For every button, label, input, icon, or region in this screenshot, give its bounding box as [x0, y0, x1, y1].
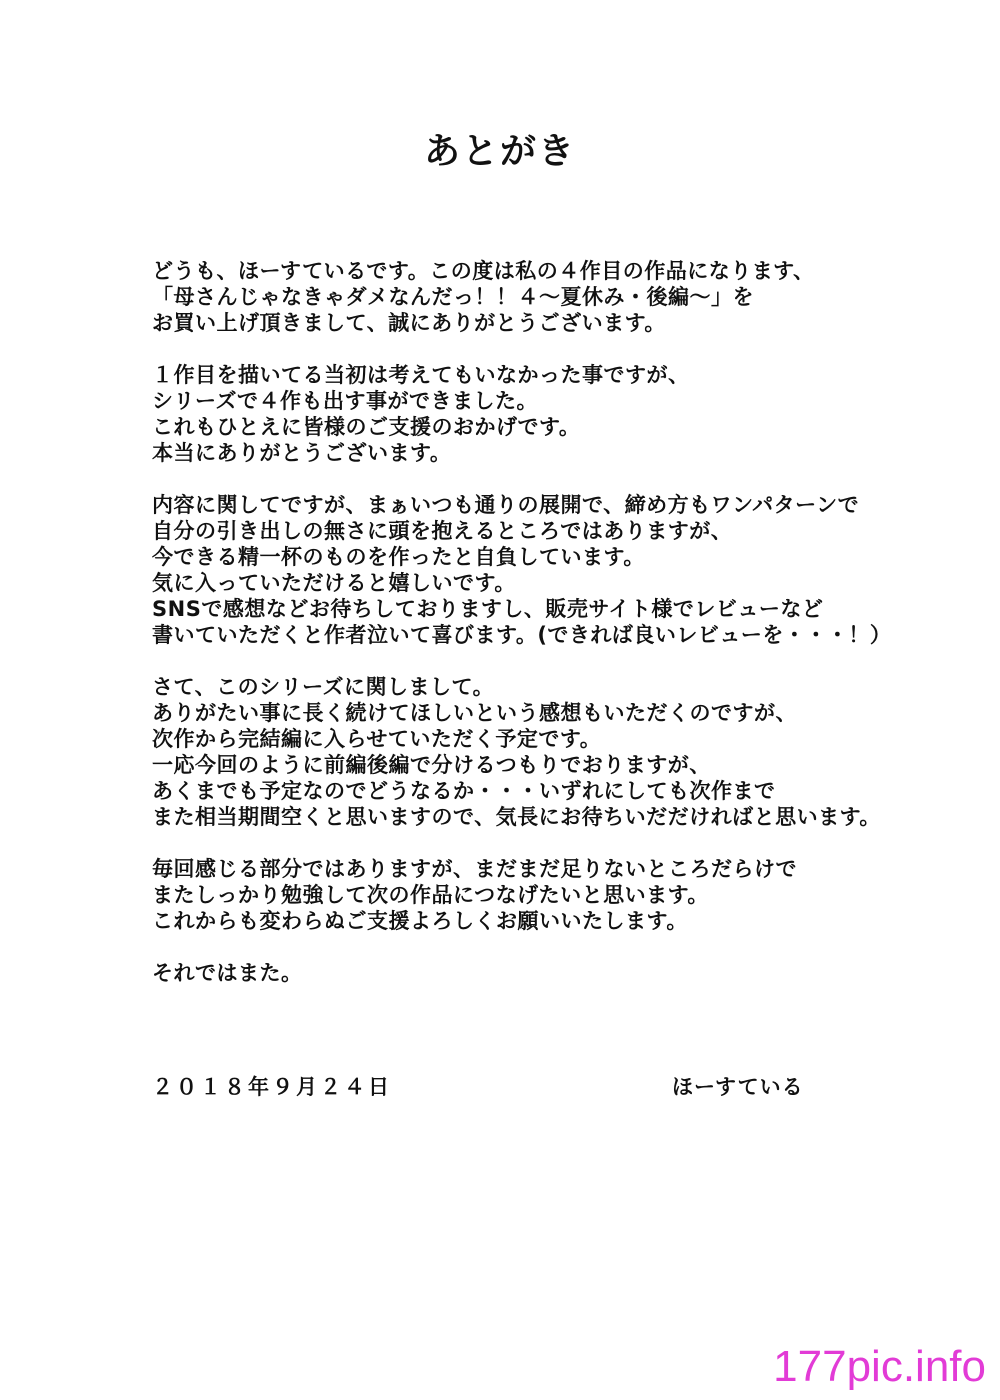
text-line: お買い上げ頂きまして、誠にありがとうございます。 — [152, 311, 666, 335]
text-line: 一応今回のように前編後編で分けるつもりでおりますが、 — [152, 753, 711, 777]
text-line: これからも変わらぬご支援よろしくお願いいたします。 — [152, 909, 688, 933]
text-line: またしっかり勉強して次の作品につなげたいと思います。 — [152, 883, 709, 907]
text-line: また相当期間空くと思いますので、気長にお待ちいだだければと思います。 — [152, 805, 881, 829]
text-line: 今できる精一杯のものを作ったと自負しています。 — [152, 545, 645, 569]
paragraph-next-work — [152, 674, 932, 830]
page-title: あとがき — [423, 131, 576, 172]
text-line: どうも、ほーすているです。この度は私の４作目の作品になります、 — [152, 259, 815, 283]
paragraph-greeting — [152, 258, 932, 336]
signature-date: ２０１８年９月２４日 — [152, 1075, 392, 1099]
text-line: ありがたい事に長く続けてほしいという感想もいただくのですが、 — [152, 701, 797, 725]
text-line: これもひとえに皆様のご支援のおかげです。 — [152, 415, 581, 439]
text-line: 気に入っていただけると嬉しいです。 — [152, 571, 516, 595]
signature-author: ほーすている — [672, 1075, 804, 1099]
paragraph-series — [152, 362, 932, 466]
paragraph-farewell — [152, 960, 932, 986]
text-line: さて、このシリーズに関しまして。 — [152, 675, 495, 699]
text-line: 毎回感じる部分ではありますが、まだまだ足りないところだらけで — [152, 857, 797, 881]
text-line: 書いていただくと作者泣いて喜びます。(できれば良いレビューを・・・！） — [152, 623, 892, 647]
text-line: 「母さんじゃなきゃダメなんだっ！！４～夏休み・後編～」を — [152, 285, 754, 309]
text-line: SNSで感想などお待ちしておりますし、販売サイト様でレビューなど — [152, 597, 824, 621]
text-line: 自分の引き出しの無さに頭を抱えるところではありますが、 — [152, 519, 733, 543]
text-line: あくまでも予定なのでどうなるか・・・いずれにしても次作まで — [152, 779, 776, 803]
text-line: 本当にありがとうございます。 — [152, 441, 452, 465]
text-line: 次作から完結編に入らせていただく予定です。 — [152, 727, 602, 751]
text-line: 内容に関してですが、まぁいつも通りの展開で、締め方もワンパターンで — [152, 493, 860, 517]
paragraph-closing — [152, 856, 932, 934]
text-line: １作目を描いてる当初は考えてもいなかった事ですが、 — [152, 363, 690, 387]
afterword-body — [152, 258, 932, 1012]
text-line: それではまた。 — [152, 961, 303, 985]
text-line: シリーズで４作も出す事ができました。 — [152, 389, 538, 413]
paragraph-content — [152, 492, 932, 648]
watermark-text: 177pic.info — [773, 1342, 986, 1391]
